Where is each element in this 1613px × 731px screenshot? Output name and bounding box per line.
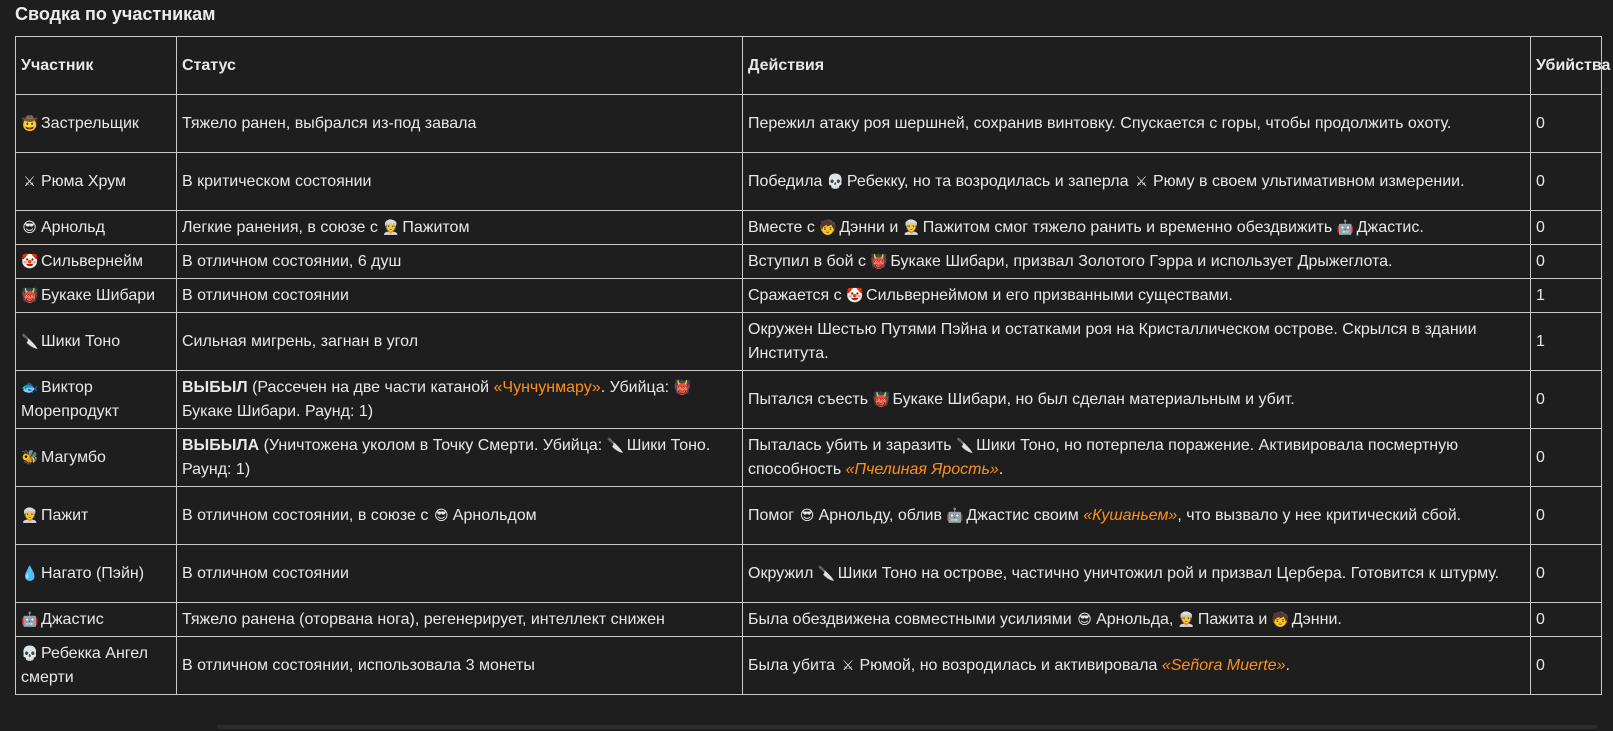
clown-face-icon: 🤡 (846, 287, 864, 304)
participant-name: Застрельщик (41, 114, 139, 132)
table-header-row (16, 37, 1602, 95)
turban-face-icon: 👳 (1177, 611, 1196, 628)
status-cell: ВЫБЫЛА (Уничтожена уколом в Точку Смерти. Убийца: 🔪 Шики Тоно. Раунд: 1) (177, 429, 743, 487)
fish-icon: 🐟 (21, 379, 39, 396)
robot-face-icon: 🤖 (21, 611, 39, 628)
kills-cell: 0 (1531, 211, 1602, 245)
ogre-mask-icon: 👹 (872, 391, 890, 408)
participant-name: Шики Тоно (41, 332, 121, 350)
participant-name: Виктор Морепродукт (21, 378, 120, 420)
ogre-mask-icon: 👹 (870, 253, 888, 270)
participant-cell (16, 429, 177, 487)
participant-name: Ребекка Ангел смерти (21, 644, 148, 686)
actions-cell: Пытался съесть 👹 Букаке Шибари, но был сделан материальным и убит. (743, 371, 1531, 429)
participant-cell (16, 603, 177, 637)
participant-cell (16, 279, 177, 313)
actions-cell: Победила 💀 Ребекку, но та возродилась и заперла ⚔ Рюму в своем ультимативном измерении. (743, 153, 1531, 211)
table-row (16, 279, 1602, 313)
participant-name: Арнольд (41, 218, 105, 236)
ability-name: «Пчелиная Ярость» (845, 460, 999, 478)
actions-cell: Окружил 🔪 Шики Тоно на острове, частично уничтожил рой и призвал Цербера. Готовится к штурму. (743, 545, 1531, 603)
participant-name: Букаке Шибари (41, 286, 156, 304)
participant-name: Нагато (Пэйн) (41, 564, 145, 582)
participants-table (15, 36, 1611, 695)
column-header-kills[interactable]: Убийства (1531, 37, 1602, 95)
kills-cell: 0 (1531, 603, 1602, 637)
table-row (16, 603, 1602, 637)
table-row (16, 153, 1602, 211)
status-cell: Тяжело ранена (оторвана нога), регенерирует, интеллект снижен (177, 603, 743, 637)
actions-cell: Была обездвижена совместными усилиями 😎 Арнольда, 👳 Пажита и 🧒 Дэнни. (743, 603, 1531, 637)
status-cell: В отличном состоянии, в союзе с 😎 Арнольдом (177, 487, 743, 545)
robot-face-icon: 🤖 (1336, 219, 1355, 236)
table-row (16, 95, 1602, 153)
ability-name: «Señora Muerte» (1161, 656, 1286, 674)
skull-icon: 💀 (826, 173, 845, 190)
page-title: Сводка по участникам (15, 4, 216, 24)
actions-cell: Вступил в бой с 👹 Букаке Шибари, призвал Золотого Гэрра и использует Дрыжеглота. (743, 245, 1531, 279)
actions-cell: Вместе с 🧒 Дэнни и 👳 Пажитом смог тяжело ранить и временно обездвижить 🤖 Джастис. (743, 211, 1531, 245)
kills-cell: 0 (1531, 371, 1602, 429)
actions-cell: Пережил атаку роя шершней, сохранив винтовку. Спускается с горы, чтобы продолжить охоту. (743, 95, 1531, 153)
column-header-actions[interactable]: Действия (743, 37, 1531, 95)
sunglasses-face-icon: 😎 (1077, 611, 1092, 628)
sunglasses-face-icon: 😎 (22, 219, 37, 236)
turban-face-icon: 👳 (21, 507, 39, 524)
crown-cowboy-icon: 🤠 (21, 115, 39, 132)
status-cell: В отличном состоянии (177, 545, 743, 603)
sunglasses-face-icon: 😎 (799, 507, 815, 524)
table-row (16, 371, 1602, 429)
knife-icon: 🔪 (817, 565, 836, 582)
crossed-swords-icon: ⚔ (841, 657, 855, 674)
status-cell: Легкие ранения, в союзе с 👳 Пажитом (177, 211, 743, 245)
ogre-mask-icon: 👹 (673, 379, 691, 396)
eliminated-label: ВЫБЫЛ (182, 378, 248, 396)
actions-cell: Сражается с 🤡 Сильвернеймом и его призванными существами. (743, 279, 1531, 313)
kills-cell: 0 (1531, 153, 1602, 211)
knife-icon: 🔪 (21, 333, 39, 350)
kills-cell: 0 (1531, 95, 1602, 153)
table-row (16, 545, 1602, 603)
table-row (16, 487, 1602, 545)
table-row (16, 313, 1602, 371)
participant-cell (16, 245, 177, 279)
participant-name: Рюма Хрум (41, 172, 127, 190)
actions-cell: Пыталась убить и заразить 🔪 Шики Тоно, но потерпела поражение. Активировала посмертную способность «Пчелиная Ярость». (743, 429, 1531, 487)
participant-cell (16, 545, 177, 603)
knife-icon: 🔪 (606, 437, 625, 454)
status-cell: ВЫБЫЛ (Рассечен на две части катаной «Чунчунмару». Убийца: 👹Букаке Шибари. Раунд: 1) (177, 371, 743, 429)
participant-cell (16, 637, 177, 695)
status-cell: В отличном состоянии, 6 душ (177, 245, 743, 279)
item-name: «Кушаньем» (1083, 506, 1178, 524)
column-header-participant[interactable]: Участник (16, 37, 177, 95)
status-cell: В критическом состоянии (177, 153, 743, 211)
turban-face-icon: 👳 (382, 219, 400, 236)
status-cell: Сильная мигрень, загнан в угол (177, 313, 743, 371)
crossed-swords-icon: ⚔ (1135, 173, 1148, 190)
participant-name: Магумбо (41, 448, 106, 466)
actions-cell: Окружен Шестью Путями Пэйна и остатками роя на Кристаллическом острове. Скрылся в здании Института. (743, 313, 1531, 371)
eliminated-label: ВЫБЫЛА (182, 436, 260, 454)
participant-cell (16, 211, 177, 245)
kills-cell: 0 (1531, 637, 1602, 695)
participant-name: Сильвернейм (41, 252, 143, 270)
bee-icon: 🐝 (21, 449, 39, 466)
robot-face-icon: 🤖 (946, 507, 964, 524)
participant-cell (16, 95, 177, 153)
status-cell: Тяжело ранен, выбрался из-под завала (177, 95, 743, 153)
horizontal-scrollbar[interactable] (217, 725, 1597, 729)
kills-cell: 1 (1531, 279, 1602, 313)
water-drop-icon: 💧 (21, 565, 39, 582)
status-cell: В отличном состоянии, использовала 3 монеты (177, 637, 743, 695)
participant-cell (16, 487, 177, 545)
table-row (16, 245, 1602, 279)
child-face-icon: 🧒 (819, 219, 837, 236)
participant-name: Джастис (41, 610, 104, 628)
kills-cell: 0 (1531, 487, 1602, 545)
status-cell: В отличном состоянии (177, 279, 743, 313)
kills-cell: 0 (1531, 545, 1602, 603)
kills-cell: 0 (1531, 245, 1602, 279)
kills-cell: 0 (1531, 429, 1602, 487)
ogre-mask-icon: 👹 (21, 287, 39, 304)
weapon-name: «Чунчунмару» (493, 378, 601, 396)
table-row (16, 637, 1602, 695)
sunglasses-face-icon: 😎 (433, 507, 449, 524)
crossed-swords-icon: ⚔ (23, 173, 36, 190)
kills-cell: 1 (1531, 313, 1602, 371)
clown-face-icon: 🤡 (21, 253, 39, 270)
actions-cell: Была убита ⚔ Рюмой, но возродилась и активировала «Señora Muerte». (743, 637, 1531, 695)
participant-cell (16, 371, 177, 429)
actions-cell: Помог 😎 Арнольду, облив 🤖 Джастис своим «Кушаньем», что вызвало у нее критический сбой. (743, 487, 1531, 545)
turban-face-icon: 👳 (902, 219, 921, 236)
table-row (16, 429, 1602, 487)
participant-name: Пажит (41, 506, 89, 524)
column-header-status[interactable]: Статус (177, 37, 743, 95)
participant-cell (16, 313, 177, 371)
child-face-icon: 🧒 (1271, 611, 1290, 628)
table-row (16, 211, 1602, 245)
knife-icon: 🔪 (956, 437, 974, 454)
skull-icon: 💀 (21, 645, 39, 662)
participant-cell (16, 153, 177, 211)
